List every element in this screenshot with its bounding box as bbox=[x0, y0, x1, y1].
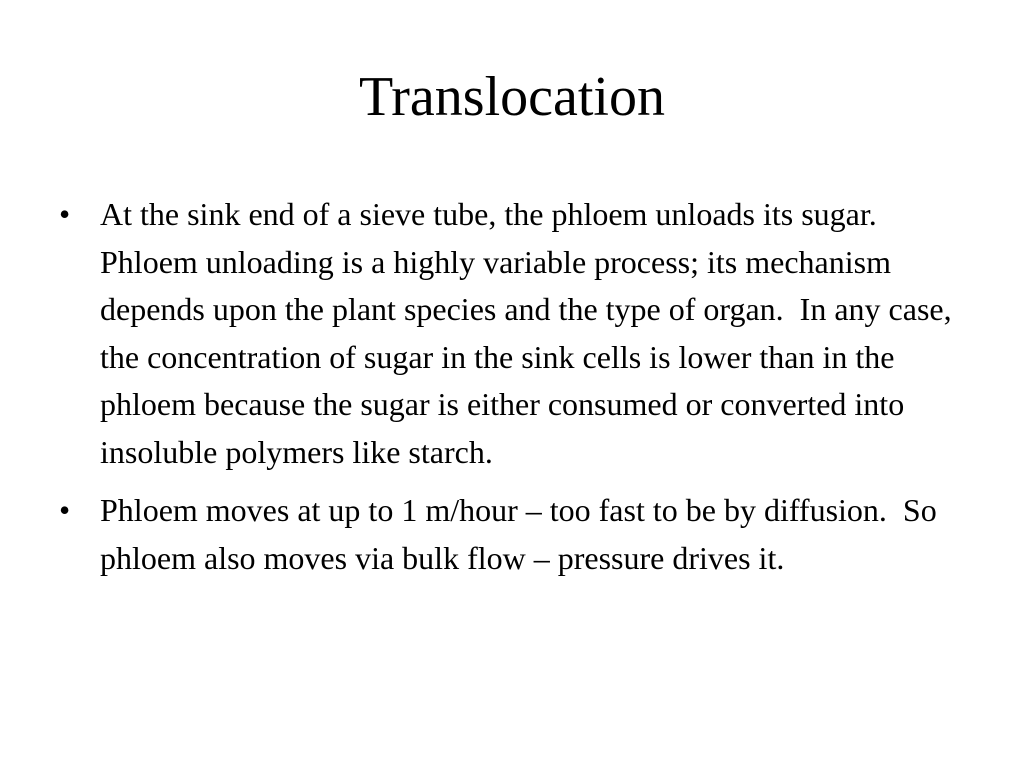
bullet-list bbox=[59, 191, 979, 582]
bullet-text: At the sink end of a sieve tube, the phloem unloads its sugar. Phloem unloading is a highly variable process; its mechanism depends upon the plant species and the type of organ. In any case, the concentration of sugar in the sink cells is lower than in the phloem because the sugar is either consumed or converted into insoluble polymers like starch. bbox=[100, 196, 952, 470]
slide-title: Translocation bbox=[359, 66, 665, 128]
bullet-marker: • bbox=[59, 492, 71, 528]
bullet-item-sink-unloading bbox=[59, 191, 979, 476]
bullet-text: Phloem moves at up to 1 m/hour – too fast to be by diffusion. So phloem also moves via bulk flow – pressure drives it. bbox=[100, 492, 937, 576]
bullet-item-bulk-flow bbox=[59, 487, 979, 582]
bullet-marker: • bbox=[59, 196, 71, 232]
